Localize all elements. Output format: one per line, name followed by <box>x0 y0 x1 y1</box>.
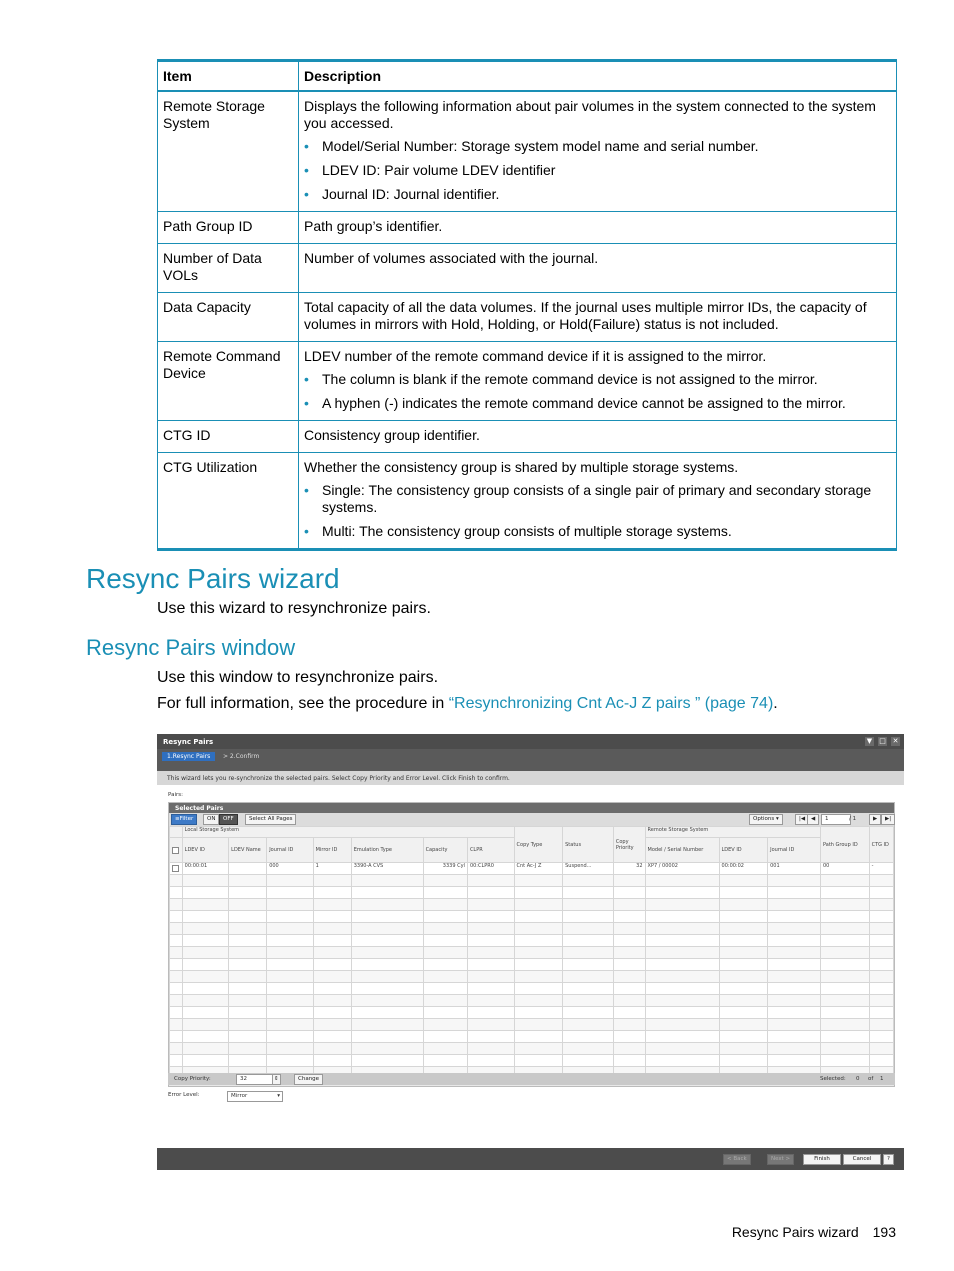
item-cell: Data Capacity <box>158 293 299 342</box>
description-cell <box>299 91 897 212</box>
instruction-text: This wizard lets you re-synchronize the selected pairs. Select Copy Priority and Error Level. Click Finish to confirm. <box>167 775 510 782</box>
page-number: 193 <box>872 1224 896 1240</box>
first-page-icon[interactable]: |◀ <box>795 814 809 825</box>
empty-row <box>170 995 894 1007</box>
chevron-down-icon: ▾ <box>277 1093 280 1099</box>
selected-count: 0 <box>856 1076 860 1082</box>
table-row <box>158 342 897 421</box>
empty-row <box>170 899 894 911</box>
column-header[interactable]: CLPR <box>467 838 514 863</box>
description-text: Number of volumes associated with the journal. <box>304 250 599 266</box>
error-level-select[interactable] <box>227 1091 283 1102</box>
bullet-list <box>304 482 891 540</box>
table-row <box>158 453 897 550</box>
page-number-input[interactable]: 1 <box>821 814 851 825</box>
help-icon[interactable]: ? <box>883 1154 894 1165</box>
procedure-link[interactable]: “Resynchronizing Cnt Ac-J Z pairs ” (page 74) <box>448 695 774 712</box>
maximize-icon[interactable]: □ <box>879 737 886 745</box>
error-level-label: Error Level: <box>168 1092 200 1098</box>
column-header: Status <box>563 827 614 863</box>
wizard-steps <box>157 749 904 771</box>
column-header: Copy Type <box>514 827 563 863</box>
empty-row <box>170 1031 894 1043</box>
description-cell <box>299 453 897 550</box>
empty-row <box>170 887 894 899</box>
grid-cell: 000 <box>267 863 313 875</box>
window-titlebar <box>157 734 904 749</box>
empty-row <box>170 1007 894 1019</box>
column-header: CTG ID <box>869 827 893 863</box>
column-header[interactable]: Model / Serial Number <box>645 838 719 863</box>
error-level-value: Mirror <box>231 1093 248 1099</box>
step-confirm: > 2.Confirm <box>223 753 260 760</box>
copy-priority-label: Copy Priority: <box>174 1076 211 1082</box>
bullet-list <box>304 371 891 412</box>
description-cell <box>299 342 897 421</box>
empty-row <box>170 911 894 923</box>
filter-button[interactable]: ≡Filter <box>171 814 197 825</box>
column-header[interactable]: Emulation Type <box>351 838 423 863</box>
pairs-grid <box>169 826 894 1076</box>
item-cell: Number of Data VOLs <box>158 244 299 293</box>
table-row <box>158 212 897 244</box>
table-row <box>158 244 897 293</box>
subsection-title: Resync Pairs window <box>86 635 296 660</box>
description-text: LDEV number of the remote command device if it is assigned to the mirror. <box>304 348 767 364</box>
row-checkbox[interactable] <box>172 865 179 872</box>
group-local-storage: Local Storage System <box>182 827 514 838</box>
description-table <box>157 59 897 551</box>
grid-cell: Cnt Ac-J Z <box>514 863 563 875</box>
table-header-row <box>158 61 897 92</box>
description-cell <box>299 421 897 453</box>
grid-cell <box>229 863 267 875</box>
grid-cell: 3339 Cyl <box>423 863 467 875</box>
group-remote-storage: Remote Storage System <box>645 827 820 838</box>
table-row[interactable] <box>170 863 894 875</box>
footer-label: Resync Pairs wizard <box>731 1224 859 1240</box>
empty-row <box>170 923 894 935</box>
instruction-bar <box>157 771 904 785</box>
bullet-item: • LDEV ID: Pair volume LDEV identifier <box>322 162 891 179</box>
selected-pairs-panel <box>168 802 895 1087</box>
grid-cell: XP7 / 00002 <box>645 863 719 875</box>
description-cell <box>299 212 897 244</box>
header-item: Item <box>158 61 299 92</box>
empty-row <box>170 935 894 947</box>
selected-of: of <box>868 1076 874 1082</box>
column-header[interactable]: Capacity <box>423 838 467 863</box>
column-header[interactable]: Mirror ID <box>313 838 351 863</box>
bullet-item: • Single: The consistency group consists of a single pair of primary and secondary storage systems. <box>322 482 891 516</box>
empty-row <box>170 983 894 995</box>
empty-row <box>170 959 894 971</box>
table-row <box>158 421 897 453</box>
filter-off-button[interactable]: OFF <box>219 814 238 825</box>
panel-titlebar <box>169 803 894 813</box>
empty-row <box>170 947 894 959</box>
bullet-item: • Multi: The consistency group consists of multiple storage systems. <box>322 523 891 540</box>
grid-cell: 00 <box>820 863 869 875</box>
filter-on-button[interactable]: ON <box>203 814 219 825</box>
grid-cell: 00:00:02 <box>719 863 768 875</box>
page-footer <box>732 1224 896 1240</box>
full-info-paragraph <box>157 695 778 713</box>
subsection-intro: Use this window to resynchronize pairs. <box>157 669 439 686</box>
next-button[interactable]: Next > <box>767 1154 794 1165</box>
column-header[interactable]: Journal ID <box>768 838 821 863</box>
description-text: Total capacity of all the data volumes. If the journal uses multiple mirror IDs, the capacity of volumes in mirrors with Hold, Holding, or Hold(Failure) status is not included. <box>304 299 867 332</box>
change-button[interactable]: Change <box>294 1074 323 1085</box>
column-header[interactable]: Journal ID <box>267 838 313 863</box>
column-header[interactable]: LDEV Name <box>229 838 267 863</box>
selected-label: Selected: <box>820 1076 846 1082</box>
grid-cell: 3390-A CVS <box>351 863 423 875</box>
full-info-suffix: . <box>773 695 778 712</box>
panel-title: Selected Pairs <box>175 805 224 812</box>
filter-bar <box>169 813 894 826</box>
grid-cell: 00:00:01 <box>182 863 228 875</box>
grid-cell: Suspend... <box>563 863 614 875</box>
finish-button[interactable]: Finish <box>803 1154 841 1165</box>
grid-cell: 001 <box>768 863 821 875</box>
empty-row <box>170 1043 894 1055</box>
section-title: Resync Pairs wizard <box>86 563 340 594</box>
wizard-footer <box>157 1148 904 1170</box>
empty-row <box>170 875 894 887</box>
bullet-list <box>304 138 891 203</box>
resync-pairs-window-screenshot <box>157 734 904 1170</box>
pairs-label: Pairs: <box>168 792 183 798</box>
copy-priority-stepper-icon[interactable]: ⇕ <box>272 1074 281 1085</box>
description-text: Consistency group identifier. <box>304 427 480 443</box>
grid-cell: 32 <box>613 863 645 875</box>
column-header[interactable]: LDEV ID <box>182 838 228 863</box>
select-all-pages-button[interactable]: Select All Pages <box>245 814 296 825</box>
next-page-icon[interactable]: ▶ <box>869 814 881 825</box>
page-total: / 1 <box>849 816 857 822</box>
copy-priority-input[interactable]: 32 <box>236 1074 274 1085</box>
section-intro: Use this wizard to resynchronize pairs. <box>157 600 431 617</box>
item-cell: CTG ID <box>158 421 299 453</box>
grid-cell: - <box>869 863 893 875</box>
item-cell: Remote Command Device <box>158 342 299 421</box>
description-text: Whether the consistency group is shared by multiple storage systems. <box>304 459 739 475</box>
step-resync-pairs: 1.Resync Pairs <box>162 752 215 761</box>
empty-row <box>170 971 894 983</box>
bullet-item: • The column is blank if the remote command device is not assigned to the mirror. <box>322 371 891 388</box>
grid-cell: 00:CLPR0 <box>467 863 514 875</box>
description-text: Displays the following information about pair volumes in the system connected to the system you accessed. <box>304 98 876 131</box>
select-all-checkbox[interactable] <box>172 847 179 854</box>
full-info-prefix: For full information, see the procedure in <box>157 695 449 712</box>
item-cell: Path Group ID <box>158 212 299 244</box>
copy-priority-bar <box>168 1073 895 1085</box>
table-row <box>158 91 897 212</box>
prev-page-icon[interactable]: ◀ <box>807 814 819 825</box>
column-header[interactable]: LDEV ID <box>719 838 768 863</box>
last-page-icon[interactable]: ▶| <box>881 814 895 825</box>
close-icon[interactable]: ✕ <box>892 737 899 745</box>
selected-total: 1 <box>880 1076 884 1082</box>
bullet-item: • A hyphen (-) indicates the remote command device cannot be assigned to the mirror. <box>322 395 891 412</box>
description-cell <box>299 244 897 293</box>
bullet-item: • Model/Serial Number: Storage system model name and serial number. <box>322 138 891 155</box>
column-header: Copy Priority <box>613 827 645 863</box>
window-title: Resync Pairs <box>163 738 214 746</box>
table-row <box>158 293 897 342</box>
empty-row <box>170 1055 894 1067</box>
pin-icon[interactable]: ▼ <box>866 737 873 745</box>
back-button[interactable]: < Back <box>723 1154 751 1165</box>
item-cell: Remote Storage System <box>158 91 299 212</box>
description-text: Path group’s identifier. <box>304 218 443 234</box>
column-header: Path Group ID <box>820 827 869 863</box>
description-cell <box>299 293 897 342</box>
grid-cell: 1 <box>313 863 351 875</box>
bullet-item: • Journal ID: Journal identifier. <box>322 186 891 203</box>
options-button[interactable]: Options ▾ <box>749 814 783 825</box>
item-cell: CTG Utilization <box>158 453 299 550</box>
header-description: Description <box>299 61 897 92</box>
empty-row <box>170 1019 894 1031</box>
cancel-button[interactable]: Cancel <box>843 1154 881 1165</box>
